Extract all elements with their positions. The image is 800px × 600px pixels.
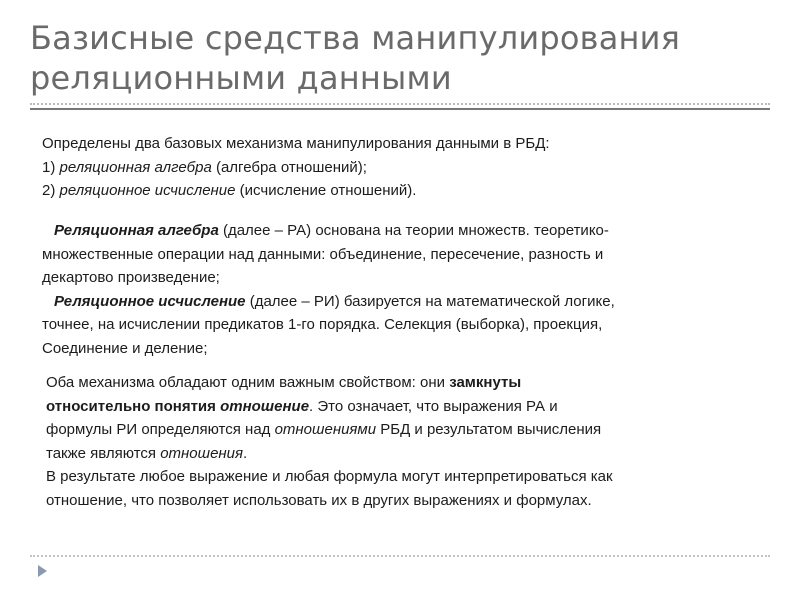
property-italic: отношения — [160, 444, 244, 462]
ra-term: Реляционная алгебра — [54, 222, 219, 239]
closure-property-paragraph — [46, 371, 766, 512]
property-bold-italic: отношение — [220, 397, 310, 415]
intro-line: Определены два базовых механизма манипулирования данными в РБД: — [42, 135, 550, 152]
slide-title — [30, 18, 770, 98]
ri-text: (далее – РИ) базируется на математической логике, — [245, 292, 615, 310]
property-text: Оба механизма обладают одним важным свойством: они — [46, 374, 450, 391]
property-line-2 — [46, 395, 766, 419]
property-text: формулы РИ определяются над — [46, 421, 275, 438]
item-term: реляционная алгебра — [59, 158, 212, 176]
property-bold: относительно понятия — [46, 397, 221, 415]
item-number: 1) — [42, 158, 60, 176]
intro-item-1 — [42, 156, 762, 180]
definitions-paragraph — [42, 219, 772, 360]
property-line-4 — [46, 442, 766, 466]
property-text: также являются — [46, 444, 161, 462]
title-dotted-divider — [30, 103, 770, 105]
item-text: (алгебра отношений); — [211, 158, 367, 176]
item-text: (исчисление отношений). — [235, 182, 417, 199]
property-line-3 — [46, 418, 766, 442]
intro-paragraph — [42, 132, 762, 203]
slide-title-line-1: Базисные средства манипулирования — [30, 19, 681, 57]
ra-definition-line-3: декартово произведение; — [42, 269, 220, 286]
property-italic: отношениями — [274, 421, 377, 438]
property-bold: замкнуты — [449, 374, 522, 391]
title-solid-divider — [30, 108, 770, 110]
ri-definition-line-1 — [42, 290, 772, 314]
ra-text: (далее – РА) основана на теории множеств. теоретико- — [218, 222, 609, 239]
item-term: реляционное исчисление — [59, 182, 236, 199]
ri-definition-line-3: Соединение и деление; — [42, 339, 208, 357]
slide-title-line-2: реляционными данными — [30, 59, 452, 97]
property-text: . — [243, 444, 248, 462]
ra-definition-line-1 — [42, 219, 772, 243]
ra-definition-line-2: множественные операции над данными: объединение, пересечение, разность и — [42, 245, 604, 263]
intro-item-2 — [42, 179, 762, 203]
property-text: . Это означает, что выражения РА и — [309, 397, 558, 415]
property-line-1 — [46, 371, 766, 395]
ri-term: Реляционное исчисление — [54, 292, 246, 310]
triangle-bullet-icon — [38, 565, 47, 577]
property-text: РБД и результатом вычисления — [376, 421, 602, 438]
ri-definition-line-2: точнее, на исчислении предикатов 1-го порядка. Селекция (выборка), проекция, — [42, 316, 603, 333]
item-number: 2) — [42, 182, 60, 199]
property-line-5: В результате любое выражение и любая формула могут интерпретироваться как — [46, 468, 613, 485]
footer-dotted-divider — [30, 555, 770, 557]
property-line-6: отношение, что позволяет использовать их в других выражениях и формулах. — [46, 491, 592, 509]
